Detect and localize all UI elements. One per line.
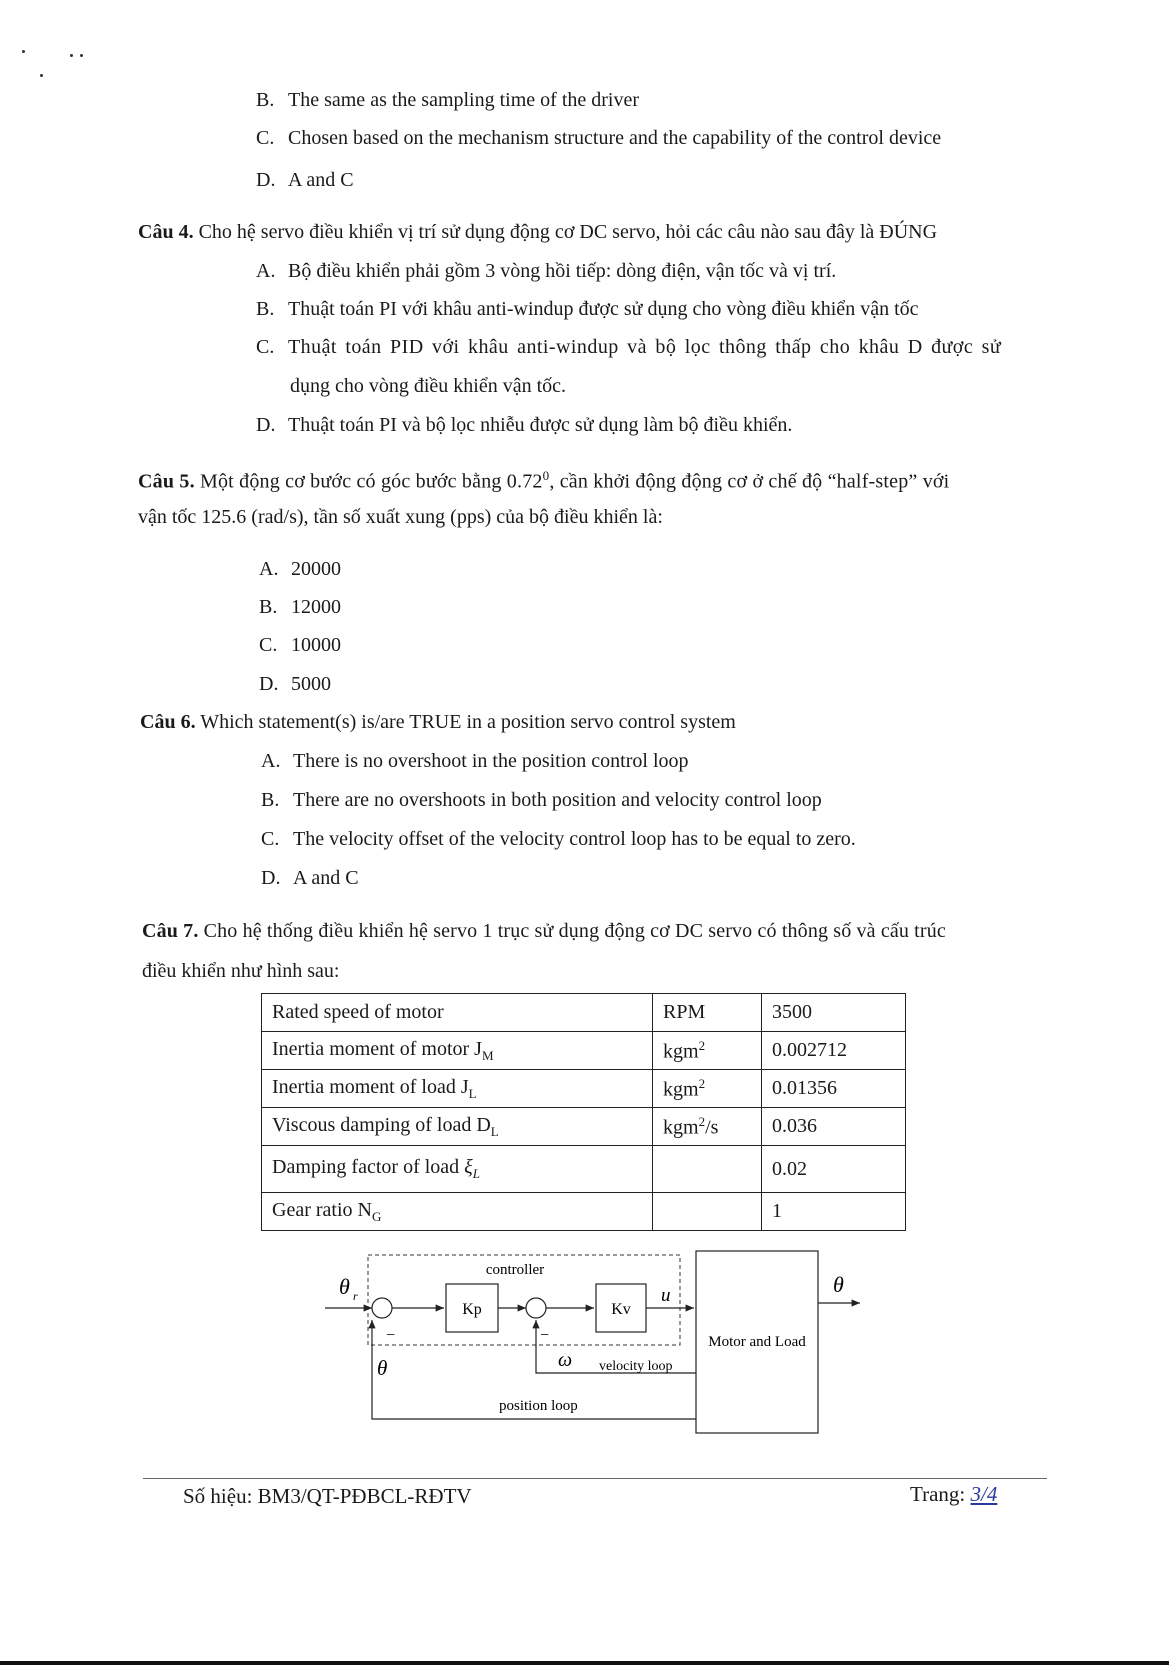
document-code: Số hiệu: BM3/QT-PĐBCL-RĐTV [183, 1484, 472, 1508]
option-b: B. Thuật toán PI với khâu anti-windup được sử dụng cho vòng điều khiển vận tốc [256, 298, 919, 320]
omega-symbol: ω [558, 1349, 573, 1371]
kv-label: Kv [611, 1301, 631, 1318]
scan-edge [0, 1661, 1169, 1665]
table-row: Rated speed of motor RPM 3500 [262, 994, 906, 1032]
question-6-stem: Câu 6. Which statement(s) is/are TRUE in a position servo control system [140, 711, 736, 733]
option-c: C. Thuật toán PID với khâu anti-windup và bộ lọc thông thấp cho khâu D được sử [256, 336, 1002, 358]
servo-block-diagram [320, 1245, 880, 1445]
option-c-continued: dụng cho vòng điều khiển vận tốc. [290, 375, 567, 397]
question-7-stem-line2: điều khiển như hình sau: [142, 960, 340, 982]
minus-sign: − [386, 1327, 396, 1344]
sum-junction-position [372, 1298, 392, 1318]
theta-r-subscript: r [353, 1289, 358, 1303]
table-row: Gear ratio $N_G$ 1 [262, 1193, 906, 1231]
option-d: D. Thuật toán PI và bộ lọc nhiễu được sử dụng làm bộ điều khiển. [256, 414, 793, 436]
kp-label: Kp [462, 1301, 482, 1318]
footer-divider [143, 1478, 1047, 1479]
u-label: u [661, 1285, 671, 1306]
theta-output-symbol: θ [833, 1272, 844, 1297]
option-c: C. 10000 [259, 634, 341, 656]
option-a: A. 20000 [259, 558, 341, 580]
option-c: C. The velocity offset of the velocity control loop has to be equal to zero. [261, 828, 856, 850]
option-c: C. Chosen based on the mechanism structure and the capability of the control device [256, 127, 942, 149]
option-b: B. The same as the sampling time of the driver [256, 89, 640, 111]
controller-label: controller [485, 1262, 545, 1278]
plant-label: Motor and Load [708, 1334, 806, 1350]
option-b: B. 12000 [259, 596, 341, 618]
question-7-stem: Câu 7. Cho hệ thống điều khiển hệ servo 1 trục sử dụng động cơ DC servo có thông số và cấu trúc [142, 920, 946, 942]
option-d: D. A and C [261, 867, 359, 889]
option-a: A. There is no overshoot in the position control loop [261, 750, 689, 772]
page-number: Trang: 3/4 [910, 1482, 998, 1506]
page-number-handwritten: 3/4 [970, 1482, 998, 1506]
option-d: D. 5000 [259, 673, 331, 695]
option-a: A. Bộ điều khiển phải gồm 3 vòng hồi tiếp: dòng điện, vận tốc và vị trí. [256, 260, 837, 282]
table-row: Damping factor of load $\xi_L$ 0.02 [262, 1146, 906, 1193]
theta-feedback-symbol: θ [377, 1356, 388, 1380]
question-4-stem: Câu 4. Cho hệ servo điều khiển vị trí sử dụng động cơ DC servo, hỏi các câu nào sau đây là ĐÚNG [138, 221, 938, 243]
minus-sign: − [540, 1327, 550, 1344]
question-5-stem-line2: vận tốc 125.6 (rad/s), tần số xuất xung (pps) của bộ điều khiển là: [138, 506, 663, 528]
table-row: Inertia moment of motor $J_M$ kgm$^2$ 0.002712 [262, 1032, 906, 1070]
position-loop-label: position loop [499, 1398, 578, 1414]
table-row: Inertia moment of load $J_L$ kgm$^2$ 0.01356 [262, 1070, 906, 1108]
option-d: D. A and C [256, 169, 354, 191]
sum-junction-velocity [526, 1298, 546, 1318]
table-row: Viscous damping of load $D_L$ kgm$^2$/s 0.036 [262, 1108, 906, 1146]
option-b: B. There are no overshoots in both position and velocity control loop [261, 789, 822, 811]
motor-parameter-table [261, 993, 906, 1231]
question-5-stem: Câu 5. Một động cơ bước có góc bước bằng 0.72$^0$, cần khởi động động cơ ở chế độ “half-step” với [138, 468, 950, 493]
theta-r-symbol: θ [339, 1274, 350, 1299]
velocity-loop-label: velocity loop [599, 1359, 673, 1374]
